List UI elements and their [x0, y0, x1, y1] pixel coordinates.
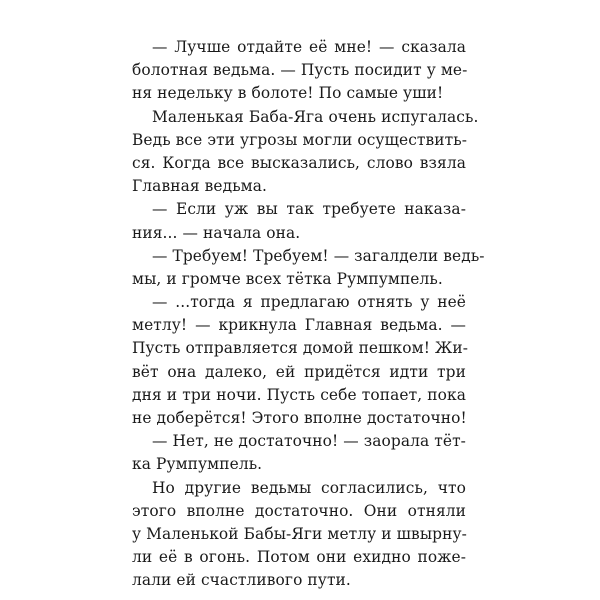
- text-line: лали ей счастливого пути.: [132, 571, 351, 590]
- text-line: болотная ведьма. — Пусть посидит у ме-: [132, 61, 468, 80]
- text-line: — Если уж вы так требуете наказа-: [152, 200, 466, 219]
- text-line: — Требуем! Требуем! — загалдели ведь-: [152, 246, 485, 265]
- text-line: ка Румпумпель.: [132, 455, 263, 474]
- text-line: мы, и громче всех тётка Румпумпель.: [132, 269, 443, 288]
- text-line: — Лучше отдайте её мне! — сказала: [152, 38, 466, 56]
- text-line: Главная ведьма.: [132, 177, 268, 196]
- text-line: Маленькая Баба-Яга очень испугалась.: [152, 107, 479, 126]
- text-line: ся. Когда все высказались, слово взяла: [132, 153, 466, 172]
- text-line: Пусть отправляется домой пешком! Жи-: [132, 339, 469, 358]
- text-line: вёт она далеко, ей придётся идти три: [132, 362, 466, 381]
- text-line: ня недельку в болоте! По самые уши!: [132, 84, 444, 103]
- text-line: дня и три ночи. Пусть себе топает, пока: [132, 385, 466, 404]
- story-text: [132, 36, 485, 593]
- text-line: Ведь все эти угрозы могли осуществить-: [132, 130, 468, 149]
- text-line: не доберётся! Этого вполне достаточно!: [132, 409, 467, 427]
- text-line: ли её в огонь. Потом они ехидно поже-: [132, 548, 466, 567]
- text-line: — ...тогда я предлагаю отнять у неё: [152, 293, 466, 312]
- text-line: ния... — начала она.: [132, 223, 301, 242]
- text-line: у Маленькой Бабы-Яги метлу и швырну-: [132, 524, 467, 543]
- text-line: Но другие ведьмы согласились, что: [152, 478, 466, 497]
- text-line: этого вполне достаточно. Они отняли: [132, 501, 466, 520]
- text-line: — Нет, не достаточно! — заорала тёт-: [152, 432, 466, 451]
- text-line: метлу! — крикнула Главная ведьма. —: [132, 316, 466, 335]
